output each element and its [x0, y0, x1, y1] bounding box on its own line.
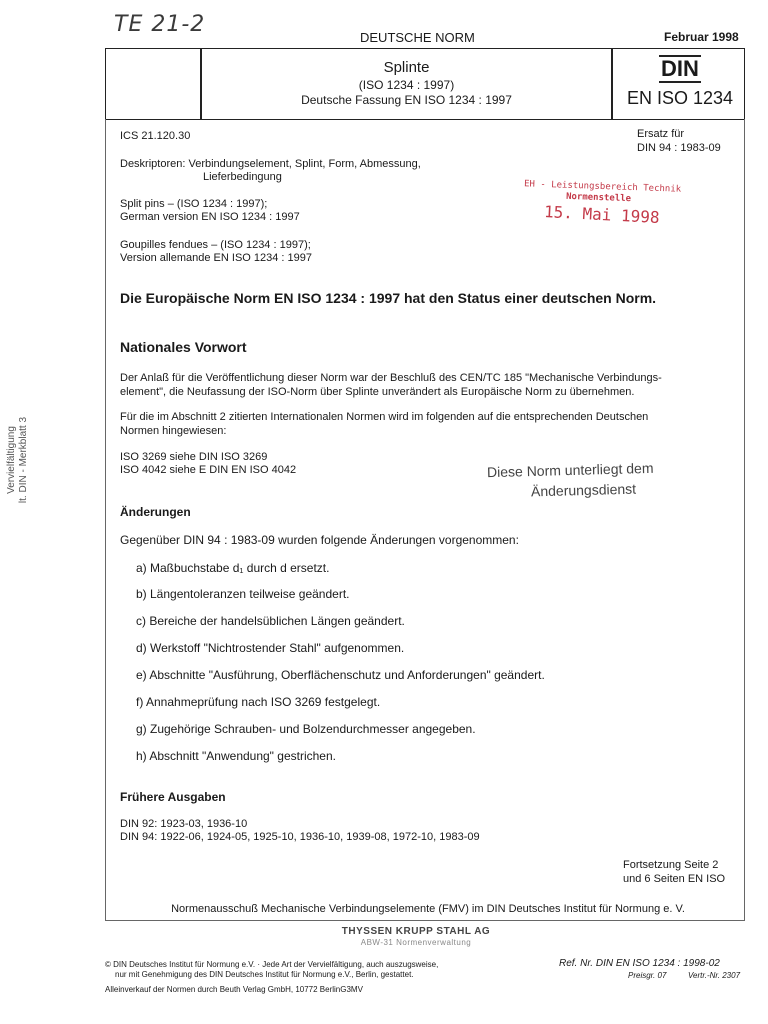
footer-copyright-line1: © DIN Deutsches Institut für Normung e.V. · Jede Art der Vervielfältigung, auch auszugsweise, [105, 960, 439, 969]
footer-vertr-nr: Vertr.-Nr. 2307 [688, 971, 741, 980]
french-title-line1: Goupilles fendues – (ISO 1234 : 1997); [120, 239, 311, 251]
vorwort-p2-line1: Für die im Abschnitt 2 zitierten Internationalen Normen wird im folgenden auf die entsprechenden Deutschen [120, 411, 649, 423]
english-title-line1: Split pins – (ISO 1234 : 1997); [120, 198, 268, 210]
descriptors-line2: Lieferbedingung [203, 171, 282, 183]
ics-code: ICS 21.120.30 [120, 130, 191, 142]
change-service-stamp-line1: Diese Norm unterliegt dem [486, 459, 654, 481]
change-item-b: b) Längentoleranzen teilweise geändert. [136, 587, 350, 601]
side-stamp-line1: Vervielfältigung [6, 426, 17, 494]
descriptors-line1: Deskriptoren: Verbindungselement, Splint, Form, Abmessung, [120, 158, 421, 170]
aenderungen-intro: Gegenüber DIN 94 : 1983-09 wurden folgende Änderungen vorgenommen: [120, 533, 519, 547]
handwritten-reference: TE 21-2 [114, 12, 206, 37]
footer-copyright-line2: nur mit Genehmigung des DIN Deutsches Institut für Normung e.V., Berlin, gestattet. [115, 970, 414, 979]
replaces-label: Ersatz für [637, 128, 685, 140]
replaces-value: DIN 94 : 1983-09 [637, 142, 721, 154]
document-title: Splinte [383, 59, 430, 76]
received-stamp-line2: Normenstelle [565, 191, 632, 205]
side-stamp [6, 400, 30, 520]
fruehere-ausgaben-din94: DIN 94: 1922-06, 1924-05, 1925-10, 1936-10, 1939-08, 1972-10, 1983-09 [120, 831, 480, 843]
reference-iso3269: ISO 3269 siehe DIN ISO 3269 [120, 451, 268, 463]
french-title-line2: Version allemande EN ISO 1234 : 1997 [120, 252, 313, 264]
change-item-a: a) Maßbuchstabe d₁ durch d ersetzt. [136, 561, 330, 575]
fruehere-ausgaben-heading: Frühere Ausgaben [120, 790, 226, 804]
change-service-stamp-line2: Änderungsdienst [530, 480, 637, 500]
reference-iso4042: ISO 4042 siehe E DIN EN ISO 4042 [120, 464, 297, 476]
fruehere-ausgaben-din92: DIN 92: 1923-03, 1936-10 [120, 818, 248, 830]
owner-stamp-line1: THYSSEN KRUPP STAHL AG [341, 926, 491, 937]
standard-number: EN ISO 1234 [626, 88, 734, 108]
change-item-f: f) Annahmeprüfung nach ISO 3269 festgelegt. [136, 695, 381, 709]
english-title-line2: German version EN ISO 1234 : 1997 [120, 211, 300, 223]
owner-stamp-line2: ABW-31 Normenverwaltung [360, 938, 472, 947]
footer-reference-number: Ref. Nr. DIN EN ISO 1234 : 1998-02 [559, 958, 720, 969]
vorwort-p1-line2: element", die Neufassung der ISO-Norm über Splinte unverändert als Europäische Norm zu übernehmen. [120, 386, 635, 398]
vorwort-heading: Nationales Vorwort [120, 339, 247, 355]
standard-type: DEUTSCHE NORM [360, 30, 475, 45]
vorwort-p2-line2: Normen hingewiesen: [120, 425, 227, 437]
publication-date: Februar 1998 [664, 30, 739, 44]
continuation-line2: und 6 Seiten EN ISO [623, 873, 726, 885]
vorwort-p1-line1: Der Anlaß für die Veröffentlichung dieser Norm war der Beschluß des CEN/TC 185 "Mechanische Verbindungs- [120, 372, 662, 384]
change-item-e: e) Abschnitte "Ausführung, Oberflächenschutz und Anforderungen" geändert. [136, 668, 545, 682]
change-item-g: g) Zugehörige Schrauben- und Bolzendurchmesser angegeben. [136, 722, 476, 736]
title-box [105, 48, 745, 120]
received-stamp-line1: EH - Leistungsbereich Technik [523, 179, 682, 195]
side-stamp-line2: lt. DIN - Merkblatt 3 [18, 416, 29, 504]
din-logo: DIN [661, 56, 699, 81]
change-item-d: d) Werkstoff "Nichtrostender Stahl" aufgenommen. [136, 641, 405, 655]
footer-sales: Alleinverkauf der Normen durch Beuth Verlag GmbH, 10772 BerlinG3MV [105, 985, 363, 994]
aenderungen-heading: Änderungen [120, 505, 191, 519]
iso-reference: (ISO 1234 : 1997) [358, 78, 455, 92]
owner-stamp [330, 926, 502, 948]
footer-price-group: Preisgr. 07 [628, 971, 667, 980]
change-item-c: c) Bereiche der handelsüblichen Längen geändert. [136, 614, 405, 628]
status-statement: Die Europäische Norm EN ISO 1234 : 1997 hat den Status einer deutschen Norm. [120, 290, 657, 306]
title-box-divider-right [611, 49, 613, 119]
continuation-line1: Fortsetzung Seite 2 [623, 859, 719, 871]
committee-statement: Normenausschuß Mechanische Verbindungselemente (FMV) im DIN Deutsches Institut für Normung e. V. [171, 903, 685, 915]
german-version: Deutsche Fassung EN ISO 1234 : 1997 [301, 93, 512, 107]
received-stamp-date: 15. Mai 1998 [543, 201, 661, 228]
change-item-h: h) Abschnitt "Anwendung" gestrichen. [136, 749, 336, 763]
